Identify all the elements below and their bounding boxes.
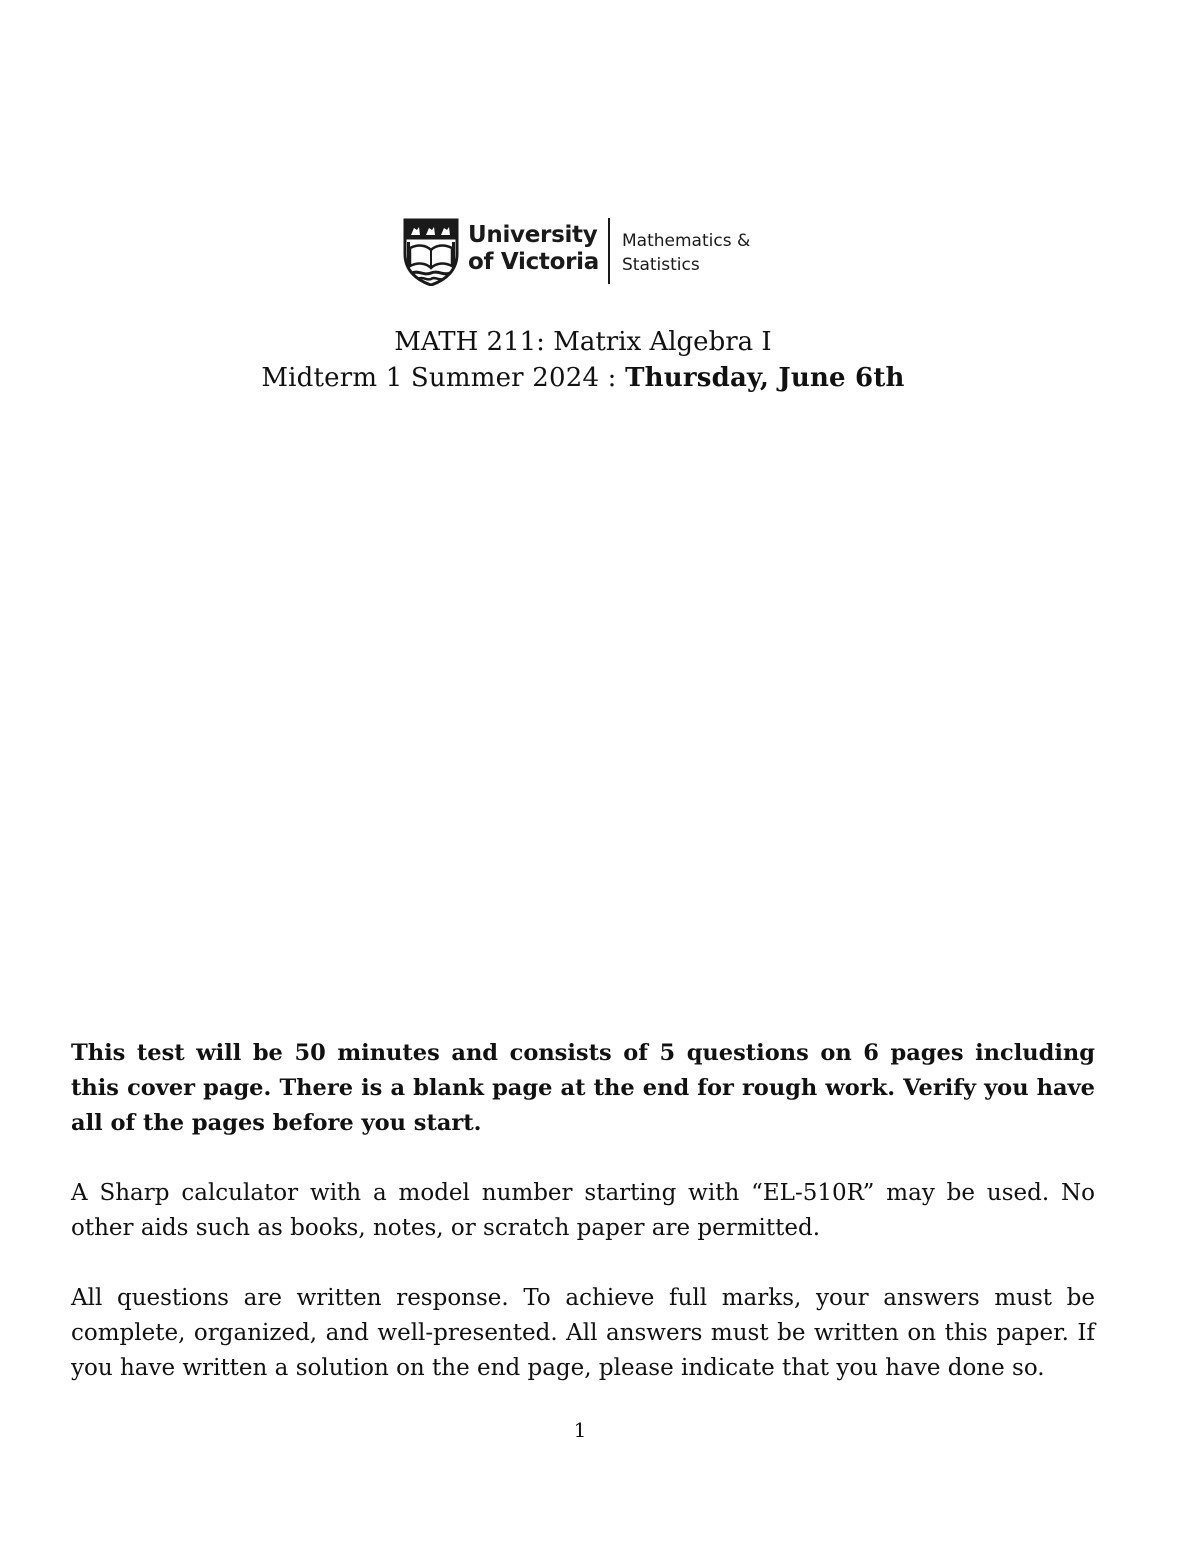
exam-instructions xyxy=(71,1036,1095,1421)
instructions-paragraph-answers: All questions are written response. To achieve full marks, your answers must be complete, organized, and well-presented. All answers must be written on this paper. If you have written a solution on the end page, please indicate that you have done so. xyxy=(71,1285,1095,1381)
page-number: 1 xyxy=(573,1418,587,1442)
department-name-line-1: Mathematics & xyxy=(622,231,751,251)
university-name-line-1: University xyxy=(468,222,598,248)
instructions-paragraph-calculator: A Sharp calculator with a model number starting with “EL-510R” may be used. No other aids such as books, notes, or scratch paper are permitted. xyxy=(71,1180,1095,1241)
course-title: MATH 211: Matrix Algebra I xyxy=(394,327,772,357)
instructions-paragraph-duration: This test will be 50 minutes and consists of 5 questions on 6 pages including this cover page. There is a blank page at the end for rough work. Verify you have all of the pages before you start. xyxy=(71,1040,1095,1136)
university-crest-icon xyxy=(402,218,460,286)
exam-date: Thursday, June 6th xyxy=(625,363,905,393)
exam-title-block xyxy=(0,324,1166,396)
exam-name: Midterm 1 Summer 2024 : xyxy=(261,363,617,393)
university-name-line-2: of Victoria xyxy=(468,249,599,275)
logo-divider xyxy=(608,218,610,284)
department-name xyxy=(622,229,750,277)
department-name-line-2: Statistics xyxy=(622,255,700,275)
university-name xyxy=(468,222,599,276)
university-logo xyxy=(402,216,782,288)
exam-info-line xyxy=(0,360,1166,396)
